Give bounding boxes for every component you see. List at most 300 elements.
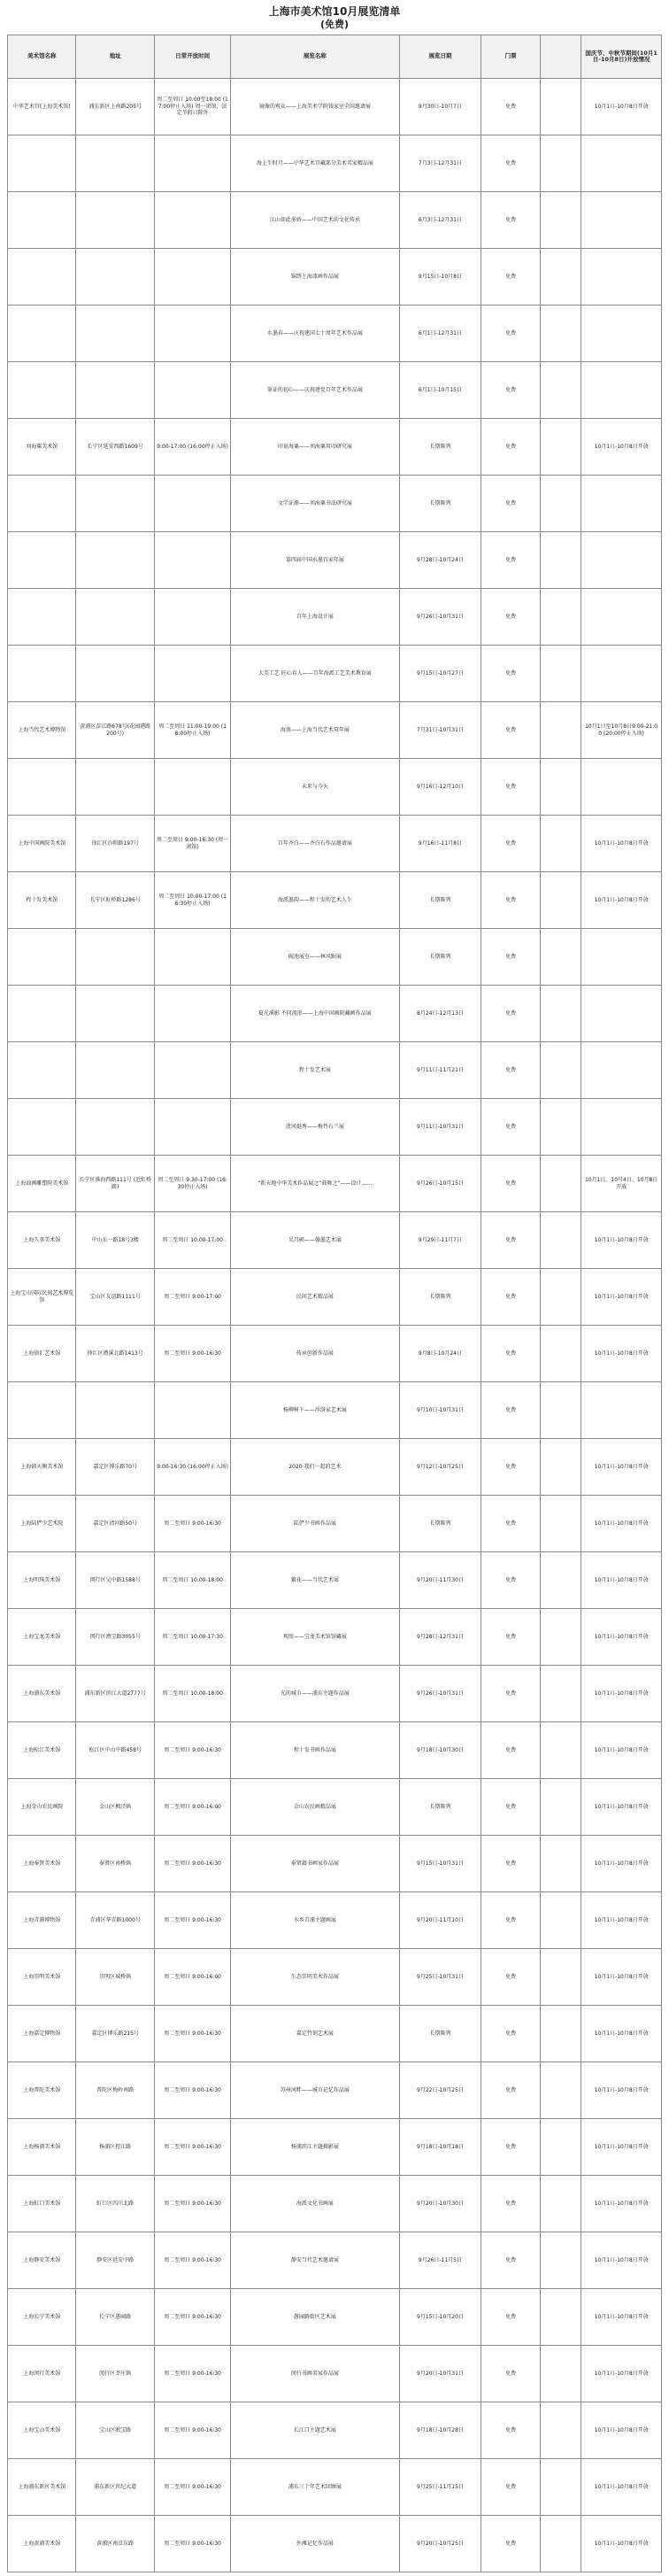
cell-address: 青浦区华青路1000号 xyxy=(76,1892,155,1949)
cell-exhibition-name: 海浪——上海当代艺术双年展 xyxy=(231,702,399,759)
cell-opening-hours: 周二至周日 9:00-16:30 xyxy=(154,2346,230,2402)
cell-museum-name: 上海徐汇艺术馆 xyxy=(8,1326,76,1382)
cell-ticket: 免费 xyxy=(481,306,540,362)
cell-exhibition-name: “新天地中华美术作品展之“鼓舞之”——设计…… xyxy=(231,1156,399,1212)
table-row xyxy=(8,1552,662,1609)
cell-extra-note xyxy=(540,1722,581,1779)
cell-exhibition-name: 愚园路街区艺术展 xyxy=(231,2289,399,2346)
cell-ticket: 免费 xyxy=(481,759,540,816)
cell-exhibition-dates: 长期陈列 xyxy=(399,1269,481,1326)
table-row xyxy=(8,2006,662,2062)
cell-extra-note xyxy=(540,2516,581,2572)
cell-exhibition-dates: 9月15日-10月31日 xyxy=(399,1836,481,1892)
cell-address: 嘉定区博乐路70号 xyxy=(76,1439,155,1496)
page xyxy=(7,0,662,2572)
cell-extra-note xyxy=(540,872,581,929)
cell-address: 浦东新区世纪大道 xyxy=(76,2459,155,2516)
cell-ticket: 免费 xyxy=(481,1439,540,1496)
cell-exhibition-name: 繁花——当代艺术展 xyxy=(231,1552,399,1609)
cell-museum-name: 上海松江美术馆 xyxy=(8,1722,76,1779)
cell-exhibition-dates: 9月8日-10月24日 xyxy=(399,1326,481,1382)
cell-museum-name: 上海陆俨少艺术院 xyxy=(8,1496,76,1552)
cell-holiday-opening: 10月1日-10月8日开放 xyxy=(581,2062,662,2119)
cell-holiday-opening xyxy=(581,135,662,192)
cell-exhibition-dates: 9月20日-10月25日 xyxy=(399,2516,481,2572)
cell-opening-hours: 周二至周日 9:00-16:30 xyxy=(154,1326,230,1382)
cell-ticket: 免费 xyxy=(481,2516,540,2572)
cell-address: 黄浦区苗江路678号(花园港路200号) xyxy=(76,702,155,759)
cell-ticket: 免费 xyxy=(481,2346,540,2402)
cell-address: 浦东新区滨江大道2777号 xyxy=(76,1666,155,1722)
cell-exhibition-dates: 8月24日-12月13日 xyxy=(399,986,481,1042)
col-header-museum: 美术馆名称 xyxy=(8,35,76,79)
cell-museum-name: 上海静安美术馆 xyxy=(8,2232,76,2289)
cell-ticket: 免费 xyxy=(481,1949,540,2006)
cell-ticket: 免费 xyxy=(481,79,540,135)
cell-address xyxy=(76,986,155,1042)
cell-exhibition-dates: 9月20日-11月10日 xyxy=(399,1892,481,1949)
cell-exhibition-dates: 9月26日-10月31日 xyxy=(399,1666,481,1722)
cell-exhibition-name: 杨柳树下——沙洛家艺术展 xyxy=(231,1382,399,1439)
table-row xyxy=(8,532,662,589)
table-row xyxy=(8,192,662,249)
cell-museum-name: 上海青浦博物馆 xyxy=(8,1892,76,1949)
table-row xyxy=(8,2402,662,2459)
cell-opening-hours: 周二至周日 9:00-16:30 xyxy=(154,1722,230,1779)
cell-ticket: 免费 xyxy=(481,816,540,872)
cell-exhibition-name: 大美工艺 匠心育人——百年海派工艺美术教育展 xyxy=(231,646,399,702)
cell-opening-hours: 周二至周日 9:00-16:30 xyxy=(154,2516,230,2572)
cell-museum-name xyxy=(8,1382,76,1439)
table-body xyxy=(8,79,662,2572)
cell-exhibition-dates: 6月3日-12月31日 xyxy=(399,192,481,249)
cell-address xyxy=(76,1099,155,1156)
cell-exhibition-name: 金山农民画精品展 xyxy=(231,1779,399,1836)
cell-exhibition-dates: 9月16日-12月10日 xyxy=(399,759,481,816)
cell-extra-note xyxy=(540,759,581,816)
cell-opening-hours: 周二至周日 9:00-16:30 xyxy=(154,2119,230,2176)
cell-opening-hours: 周二至周日 9:00-16:30 (周一闭馆) xyxy=(154,816,230,872)
cell-exhibition-name: 传承创新作品展 xyxy=(231,1326,399,1382)
cell-opening-hours xyxy=(154,759,230,816)
cell-address: 崇明区城桥镇 xyxy=(76,1949,155,2006)
table-row xyxy=(8,2459,662,2516)
cell-museum-name xyxy=(8,135,76,192)
cell-holiday-opening: 10月1日-10月8日开放 xyxy=(581,2516,662,2572)
table-row xyxy=(8,929,662,986)
cell-address: 虹口区四川北路 xyxy=(76,2176,155,2232)
cell-ticket: 免费 xyxy=(481,1156,540,1212)
cell-extra-note xyxy=(540,816,581,872)
cell-exhibition-name: 水墨春——庆祝建国七十周年艺术作品展 xyxy=(231,306,399,362)
cell-holiday-opening: 10月1日-10月8日开放 xyxy=(581,2119,662,2176)
cell-museum-name: 上海黄浦美术馆 xyxy=(8,2516,76,2572)
cell-address: 闵行区漕宝路3055号 xyxy=(76,1609,155,1666)
cell-address xyxy=(76,759,155,816)
cell-extra-note xyxy=(540,1609,581,1666)
col-header-show: 展览名称 xyxy=(231,35,399,79)
cell-opening-hours xyxy=(154,1042,230,1099)
cell-address xyxy=(76,476,155,532)
cell-museum-name: 上海宝龙美术馆 xyxy=(8,1609,76,1666)
cell-address: 徐汇区漕溪北路1413号 xyxy=(76,1326,155,1382)
cell-ticket: 免费 xyxy=(481,532,540,589)
cell-exhibition-name: 鉴证的初心——庆祝建党百年艺术作品展 xyxy=(231,362,399,419)
cell-holiday-opening xyxy=(581,249,662,306)
cell-museum-name: 上海杨浦美术馆 xyxy=(8,2119,76,2176)
cell-museum-name: 上海韩天衡美术馆 xyxy=(8,1439,76,1496)
cell-holiday-opening xyxy=(581,986,662,1042)
cell-ticket: 免费 xyxy=(481,2176,540,2232)
cell-extra-note xyxy=(540,2289,581,2346)
cell-opening-hours xyxy=(154,986,230,1042)
table-row xyxy=(8,2516,662,2572)
cell-exhibition-name: 民间艺术精品展 xyxy=(231,1269,399,1326)
cell-opening-hours: 周二至周日 9:00-16:30 xyxy=(154,1836,230,1892)
cell-exhibition-dates: 9月26日-11月5日 xyxy=(399,2232,481,2289)
cell-holiday-opening: 10月1日-10月8日开放 xyxy=(581,2232,662,2289)
cell-ticket: 免费 xyxy=(481,646,540,702)
cell-opening-hours xyxy=(154,1099,230,1156)
cell-holiday-opening xyxy=(581,476,662,532)
cell-holiday-opening: 10月1日-10月8日开放 xyxy=(581,1609,662,1666)
cell-ticket: 免费 xyxy=(481,2289,540,2346)
table-row xyxy=(8,1892,662,1949)
cell-holiday-opening xyxy=(581,929,662,986)
cell-extra-note xyxy=(540,135,581,192)
cell-address: 长宁区愚园路 xyxy=(76,2289,155,2346)
cell-address: 嘉定区清河路50号 xyxy=(76,1496,155,1552)
cell-extra-note xyxy=(540,929,581,986)
cell-ticket: 免费 xyxy=(481,1779,540,1836)
cell-opening-hours: 周二至周日 10:00-17:00 (16:30停止入场) xyxy=(154,872,230,929)
cell-opening-hours: 周二至周日 9:30-17:00 (16:30停止入场) xyxy=(154,1156,230,1212)
cell-opening-hours xyxy=(154,929,230,986)
cell-exhibition-dates: 9月18日-10月18日 xyxy=(399,2119,481,2176)
col-header-dates: 展览日期 xyxy=(399,35,481,79)
table-row xyxy=(8,702,662,759)
cell-ticket: 免费 xyxy=(481,929,540,986)
cell-museum-name xyxy=(8,249,76,306)
cell-holiday-opening: 10月1日-10月8日开放 xyxy=(581,2402,662,2459)
cell-extra-note xyxy=(540,1836,581,1892)
cell-exhibition-name: 外滩记忆作品展 xyxy=(231,2516,399,2572)
cell-exhibition-dates: 9月28日-12月31日 xyxy=(399,1609,481,1666)
table-row xyxy=(8,2289,662,2346)
cell-exhibition-name: 长江口主题艺术展 xyxy=(231,2402,399,2459)
cell-opening-hours: 周二至周日 9:00-16:30 xyxy=(154,2006,230,2062)
cell-museum-name xyxy=(8,1042,76,1099)
cell-extra-note xyxy=(540,1949,581,2006)
cell-museum-name: 上海宝山美术馆 xyxy=(8,2402,76,2459)
cell-ticket: 免费 xyxy=(481,249,540,306)
cell-museum-name: 上海崇明美术馆 xyxy=(8,1949,76,2006)
cell-ticket: 免费 xyxy=(481,1836,540,1892)
cell-opening-hours: 周二至周日 9:00-16:00 xyxy=(154,1949,230,2006)
cell-extra-note xyxy=(540,362,581,419)
cell-ticket: 免费 xyxy=(481,1496,540,1552)
table-row xyxy=(8,759,662,816)
cell-holiday-opening: 10月1日-10月8日开放 xyxy=(581,1326,662,1382)
cell-extra-note xyxy=(540,192,581,249)
cell-extra-note xyxy=(540,249,581,306)
cell-opening-hours xyxy=(154,249,230,306)
cell-museum-name: 上海当代艺术博物馆 xyxy=(8,702,76,759)
cell-ticket: 免费 xyxy=(481,2402,540,2459)
cell-holiday-opening: 10月1日-10月8日开放 xyxy=(581,1269,662,1326)
cell-exhibition-name: 吴昌硕——翰墨艺术展 xyxy=(231,1212,399,1269)
cell-exhibition-name: 文学证源——刘海粟书法研究展 xyxy=(231,476,399,532)
cell-ticket: 免费 xyxy=(481,419,540,476)
cell-extra-note xyxy=(540,1326,581,1382)
cell-opening-hours: 周二至周日 9:00-17:00 xyxy=(154,1269,230,1326)
cell-exhibition-name: 砚池展室——林风眠展 xyxy=(231,929,399,986)
cell-exhibition-dates: 9月15日-10月27日 xyxy=(399,646,481,702)
cell-ticket: 免费 xyxy=(481,702,540,759)
cell-ticket: 免费 xyxy=(481,192,540,249)
table-row xyxy=(8,2232,662,2289)
cell-extra-note xyxy=(540,589,581,646)
cell-exhibition-name: 未来与今天 xyxy=(231,759,399,816)
cell-extra-note xyxy=(540,2119,581,2176)
cell-exhibition-dates: 长期陈列 xyxy=(399,929,481,986)
cell-opening-hours: 周二至周日 10:00-18:00 xyxy=(154,1552,230,1609)
cell-opening-hours: 周二至周日 9:00-16:30 xyxy=(154,2289,230,2346)
cell-address: 黄浦区南京东路 xyxy=(76,2516,155,2572)
cell-museum-name: 上海浦东新区美术馆 xyxy=(8,2459,76,2516)
cell-exhibition-dates: 9月10日-10月31日 xyxy=(399,1382,481,1439)
cell-holiday-opening xyxy=(581,1099,662,1156)
cell-exhibition-name: 程十发艺术展 xyxy=(231,1042,399,1099)
cell-address xyxy=(76,192,155,249)
cell-opening-hours xyxy=(154,1382,230,1439)
cell-holiday-opening: 10月1日-10月8日开放 xyxy=(581,1666,662,1722)
cell-address xyxy=(76,1382,155,1439)
table-row xyxy=(8,1382,662,1439)
col-header-ticket: 门票 xyxy=(481,35,540,79)
cell-extra-note xyxy=(540,1892,581,1949)
cell-address: 静安区延安中路 xyxy=(76,2232,155,2289)
cell-exhibition-dates: 长期陈列 xyxy=(399,476,481,532)
cell-museum-name xyxy=(8,986,76,1042)
cell-address xyxy=(76,532,155,589)
cell-holiday-opening: 10月1日-10月8日开放 xyxy=(581,2289,662,2346)
cell-museum-name xyxy=(8,1099,76,1156)
table-row xyxy=(8,1042,662,1099)
cell-exhibition-dates: 7月31日-10月31日 xyxy=(399,702,481,759)
cell-extra-note xyxy=(540,476,581,532)
cell-exhibition-dates: 9月12日-10月25日 xyxy=(399,1439,481,1496)
cell-exhibition-name: 陆俨少书画作品展 xyxy=(231,1496,399,1552)
cell-address: 中山东一路18号3楼 xyxy=(76,1212,155,1269)
cell-exhibition-dates: 长期陈列 xyxy=(399,1779,481,1836)
table-row xyxy=(8,589,662,646)
cell-museum-name: 上海宝山国际民间艺术博览馆 xyxy=(8,1269,76,1326)
cell-address xyxy=(76,589,155,646)
cell-holiday-opening: 10月1日-10月8日开放 xyxy=(581,2176,662,2232)
cell-exhibition-dates: 7月3日-12月31日 xyxy=(399,135,481,192)
cell-address xyxy=(76,929,155,986)
cell-ticket: 免费 xyxy=(481,1326,540,1382)
cell-exhibition-name: 第四届中国水墨百家年展 xyxy=(231,532,399,589)
cell-opening-hours: 周二至周日 9:00-16:30 xyxy=(154,2402,230,2459)
col-header-address: 地址 xyxy=(76,35,155,79)
cell-address xyxy=(76,1042,155,1099)
cell-address: 松江区中山中路458号 xyxy=(76,1722,155,1779)
table-row xyxy=(8,986,662,1042)
cell-opening-hours: 周二至周日 9:00-16:00 xyxy=(154,1779,230,1836)
cell-opening-hours xyxy=(154,532,230,589)
cell-address: 长宁区虹桥路1286号 xyxy=(76,872,155,929)
cell-ticket: 免费 xyxy=(481,476,540,532)
cell-opening-hours: 周二至周日 10:00-18:00 xyxy=(154,1666,230,1722)
cell-extra-note xyxy=(540,419,581,476)
cell-address: 宝山区淞宝路 xyxy=(76,2402,155,2459)
cell-museum-name: 刘海粟美术馆 xyxy=(8,419,76,476)
cell-extra-note xyxy=(540,1042,581,1099)
table-row xyxy=(8,1836,662,1892)
cell-museum-name xyxy=(8,192,76,249)
cell-extra-note xyxy=(540,2062,581,2119)
table-row xyxy=(8,1212,662,1269)
cell-holiday-opening: 10月1日-10月8日开放 xyxy=(581,2346,662,2402)
cell-opening-hours: 周二至周日 9:00-16:30 xyxy=(154,2176,230,2232)
cell-museum-name: 上海虹口美术馆 xyxy=(8,2176,76,2232)
col-header-extra xyxy=(540,35,581,79)
cell-exhibition-name: 百年齐白——齐白石作品邀请展 xyxy=(231,816,399,872)
cell-holiday-opening xyxy=(581,306,662,362)
cell-address: 闵行区吴中路1588号 xyxy=(76,1552,155,1609)
cell-opening-hours xyxy=(154,476,230,532)
cell-exhibition-dates: 9月15日-10月20日 xyxy=(399,2289,481,2346)
cell-museum-name xyxy=(8,589,76,646)
cell-ticket: 免费 xyxy=(481,1269,540,1326)
cell-exhibition-name: 夏光溪影 不同流形——上海中国画院藏画作品展 xyxy=(231,986,399,1042)
cell-extra-note xyxy=(540,306,581,362)
cell-extra-note xyxy=(540,532,581,589)
cell-exhibition-dates: 长期陈列 xyxy=(399,872,481,929)
cell-address xyxy=(76,362,155,419)
cell-exhibition-dates: 长期陈列 xyxy=(399,2006,481,2062)
exhibition-table xyxy=(7,35,662,2572)
cell-ticket: 免费 xyxy=(481,986,540,1042)
cell-holiday-opening: 10月1日-10月8日开放 xyxy=(581,1212,662,1269)
table-row xyxy=(8,1269,662,1326)
cell-museum-name: 上海闵行美术馆 xyxy=(8,2346,76,2402)
cell-extra-note xyxy=(540,1779,581,1836)
table-row xyxy=(8,1722,662,1779)
cell-holiday-opening: 10月1日-10月8日开放 xyxy=(581,419,662,476)
cell-museum-name: 上海长宁美术馆 xyxy=(8,2289,76,2346)
table-row xyxy=(8,2346,662,2402)
col-header-hours: 日常开放时间 xyxy=(154,35,230,79)
cell-exhibition-name: 苏州河畔——城市记忆作品展 xyxy=(231,2062,399,2119)
cell-extra-note xyxy=(540,1269,581,1326)
cell-opening-hours: 9:00-17:00 (16:00停止入场) xyxy=(154,419,230,476)
cell-holiday-opening xyxy=(581,759,662,816)
cell-holiday-opening xyxy=(581,362,662,419)
cell-address: 杨浦区控江路 xyxy=(76,2119,155,2176)
table-row xyxy=(8,1156,662,1212)
cell-extra-note xyxy=(540,1156,581,1212)
cell-museum-name: 上海久事美术馆 xyxy=(8,1212,76,1269)
cell-exhibition-dates: 9月26日-10月15日 xyxy=(399,1156,481,1212)
cell-exhibition-name: 百年上海设计展 xyxy=(231,589,399,646)
cell-opening-hours xyxy=(154,362,230,419)
cell-extra-note xyxy=(540,1552,581,1609)
cell-extra-note xyxy=(540,1496,581,1552)
cell-ticket: 免费 xyxy=(481,589,540,646)
cell-address xyxy=(76,646,155,702)
cell-opening-hours xyxy=(154,306,230,362)
cell-ticket: 免费 xyxy=(481,2459,540,2516)
cell-exhibition-name: 光的城市——浦东主题作品展 xyxy=(231,1666,399,1722)
cell-ticket: 免费 xyxy=(481,135,540,192)
cell-museum-name: 上海奉贤美术馆 xyxy=(8,1836,76,1892)
cell-exhibition-dates: 9月25日-11月15日 xyxy=(399,2459,481,2516)
cell-address xyxy=(76,135,155,192)
cell-museum-name xyxy=(8,362,76,419)
cell-holiday-opening: 10月1日-10月8日开放 xyxy=(581,1949,662,2006)
table-row xyxy=(8,2119,662,2176)
cell-museum-name xyxy=(8,759,76,816)
page-title: 上海市美术馆10月展览清单 xyxy=(268,5,401,18)
cell-holiday-opening: 10月1日-10月8日开放 xyxy=(581,2006,662,2062)
cell-extra-note xyxy=(540,2459,581,2516)
table-row xyxy=(8,1326,662,1382)
cell-exhibition-name: 浦东三十年艺术回顾展 xyxy=(231,2459,399,2516)
cell-extra-note xyxy=(540,2232,581,2289)
cell-exhibition-dates: 9月18日-10月28日 xyxy=(399,2402,481,2459)
cell-extra-note xyxy=(540,646,581,702)
cell-exhibition-dates: 9月28日-10月24日 xyxy=(399,532,481,589)
cell-exhibition-dates: 9月30日-10月7日 xyxy=(399,79,481,135)
cell-ticket: 免费 xyxy=(481,2119,540,2176)
cell-museum-name xyxy=(8,646,76,702)
table-row xyxy=(8,306,662,362)
cell-opening-hours: 周二至周日 10:00-17:00 xyxy=(154,1212,230,1269)
cell-holiday-opening xyxy=(581,532,662,589)
table-row xyxy=(8,79,662,135)
table-row xyxy=(8,362,662,419)
cell-ticket: 免费 xyxy=(481,1609,540,1666)
cell-address: 奉贤区南桥镇 xyxy=(76,1836,155,1892)
cell-address xyxy=(76,249,155,306)
table-row xyxy=(8,2176,662,2232)
cell-ticket: 免费 xyxy=(481,1042,540,1099)
cell-exhibition-name: 海派墨韵——程十发的艺术人生 xyxy=(231,872,399,929)
table-row xyxy=(8,135,662,192)
cell-exhibition-name: 静安当代艺术邀请展 xyxy=(231,2232,399,2289)
cell-ticket: 免费 xyxy=(481,2062,540,2119)
cell-ticket: 免费 xyxy=(481,1212,540,1269)
table-row xyxy=(8,1779,662,1836)
cell-exhibition-name: 嘉定竹刻艺术展 xyxy=(231,2006,399,2062)
cell-opening-hours: 周二至周日 9:00-16:30 xyxy=(154,2062,230,2119)
cell-opening-hours: 周二至周日 10:00至18:00 (17:00停止入场) 周一闭馆，法定节假日除外 xyxy=(154,79,230,135)
cell-address: 宝山区友谊路1111号 xyxy=(76,1269,155,1326)
cell-exhibition-dates: 6月1日-12月31日 xyxy=(399,306,481,362)
cell-exhibition-dates: 9月11日-11月21日 xyxy=(399,1042,481,1099)
cell-exhibition-dates: 9月16日-11月8日 xyxy=(399,816,481,872)
cell-address: 金山区枫泾镇 xyxy=(76,1779,155,1836)
cell-exhibition-dates: 9月20日-11月30日 xyxy=(399,1552,481,1609)
table-row xyxy=(8,646,662,702)
cell-opening-hours xyxy=(154,135,230,192)
cell-museum-name xyxy=(8,929,76,986)
table-row xyxy=(8,2062,662,2119)
cell-address: 长宁区延安西路1609号 xyxy=(76,419,155,476)
